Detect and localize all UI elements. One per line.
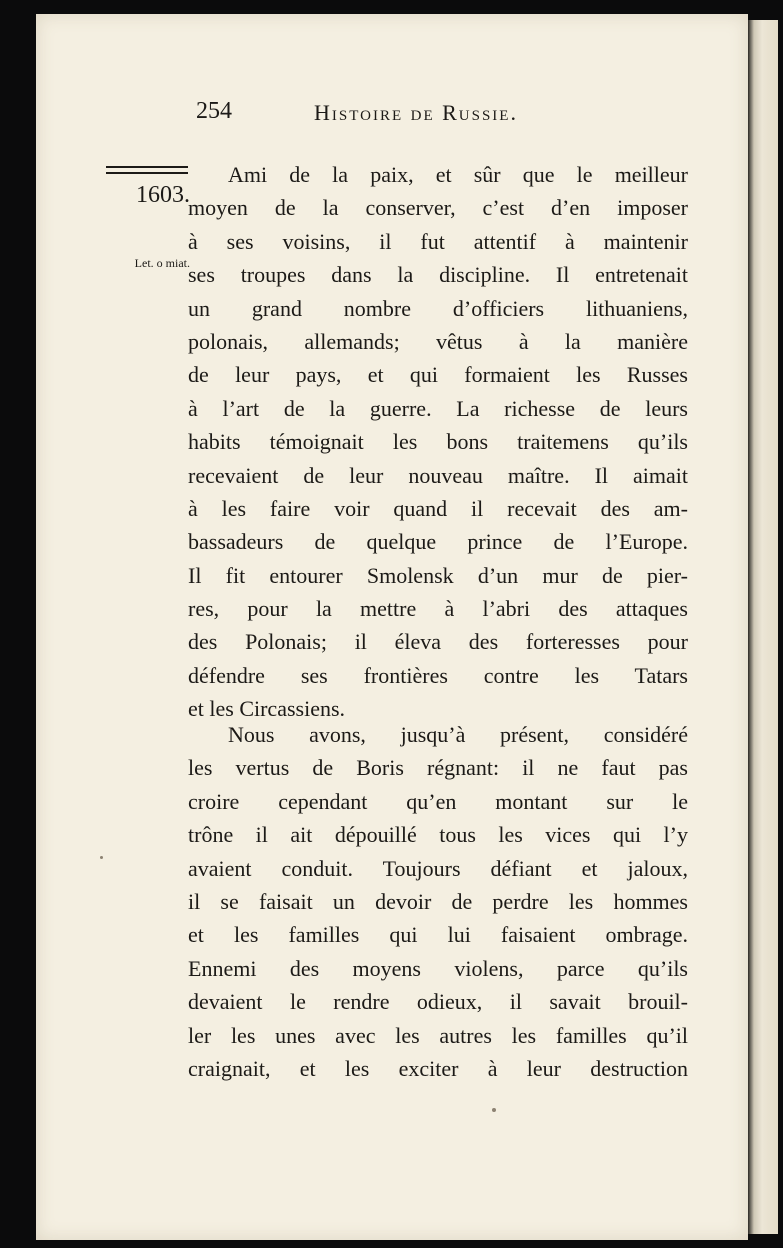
text-line: Ennemi des moyens violens, parce qu’ils — [188, 955, 688, 981]
page-number: 254 — [196, 98, 232, 124]
text-line: de leur pays, et qui formaient les Russes — [188, 362, 688, 388]
text-line: bassadeurs de quelque prince de l’Europe. — [188, 529, 688, 555]
text-line: Il fit entourer Smolensk d’un mur de pier- — [188, 562, 688, 588]
paragraph-1 — [188, 158, 688, 726]
text-line: Nous avons, jusqu’à présent, considéré — [228, 722, 688, 747]
text-line: les vertus de Boris régnant: il ne faut pas — [188, 755, 688, 781]
text-line: défendre ses frontières contre les Tatars — [188, 662, 688, 688]
text-line: et les Circassiens. — [188, 696, 346, 722]
text-line: il se faisait un devoir de perdre les hommes — [188, 888, 688, 914]
text-line: à l’art de la guerre. La richesse de leurs — [188, 395, 688, 421]
text-line: avaient conduit. Toujours défiant et jaloux, — [188, 855, 688, 881]
book-edge — [748, 20, 778, 1234]
text-line: devaient le rendre odieux, il savait brouil- — [188, 989, 688, 1015]
text-line: trône il ait dépouillé tous les vices qui l’y — [188, 822, 688, 848]
margin-source-note: Let. o miat. — [134, 256, 190, 270]
text-line: et les familles qui lui faisaient ombrage. — [188, 922, 688, 948]
text-line: à les faire voir quand il recevait des am- — [188, 495, 688, 521]
speck — [492, 1108, 496, 1112]
text-line: moyen de la conserver, c’est d’en imposer — [188, 195, 688, 221]
text-line: à ses voisins, il fut attentif à maintenir — [188, 228, 688, 254]
speck — [100, 856, 103, 859]
page-header — [36, 98, 748, 138]
text-line: recevaient de leur nouveau maître. Il aimait — [188, 462, 688, 488]
text-line: Ami de la paix, et sûr que le meilleur — [228, 162, 688, 187]
text-line: un grand nombre d’officiers lithuaniens, — [188, 295, 688, 321]
text-line: polonais, allemands; vêtus à la manière — [188, 328, 688, 354]
book-page — [36, 14, 748, 1240]
margin-year: 1603. — [136, 182, 190, 208]
text-line: ses troupes dans la discipline. Il entretenait — [188, 262, 688, 288]
text-line: des Polonais; il éleva des forteresses pour — [188, 629, 688, 655]
text-line: habits témoignait les bons traitemens qu’ils — [188, 429, 688, 455]
text-line: craignait, et les exciter à leur destruction — [188, 1055, 688, 1081]
text-line: croire cependant qu’en montant sur le — [188, 788, 688, 814]
text-line: res, pour la mettre à l’abri des attaques — [188, 596, 688, 622]
margin-rule — [106, 166, 188, 174]
running-title: Histoire de Russie. — [314, 100, 518, 125]
paragraph-2 — [188, 718, 688, 1085]
text-line: ler les unes avec les autres les familles qu’il — [188, 1022, 688, 1048]
